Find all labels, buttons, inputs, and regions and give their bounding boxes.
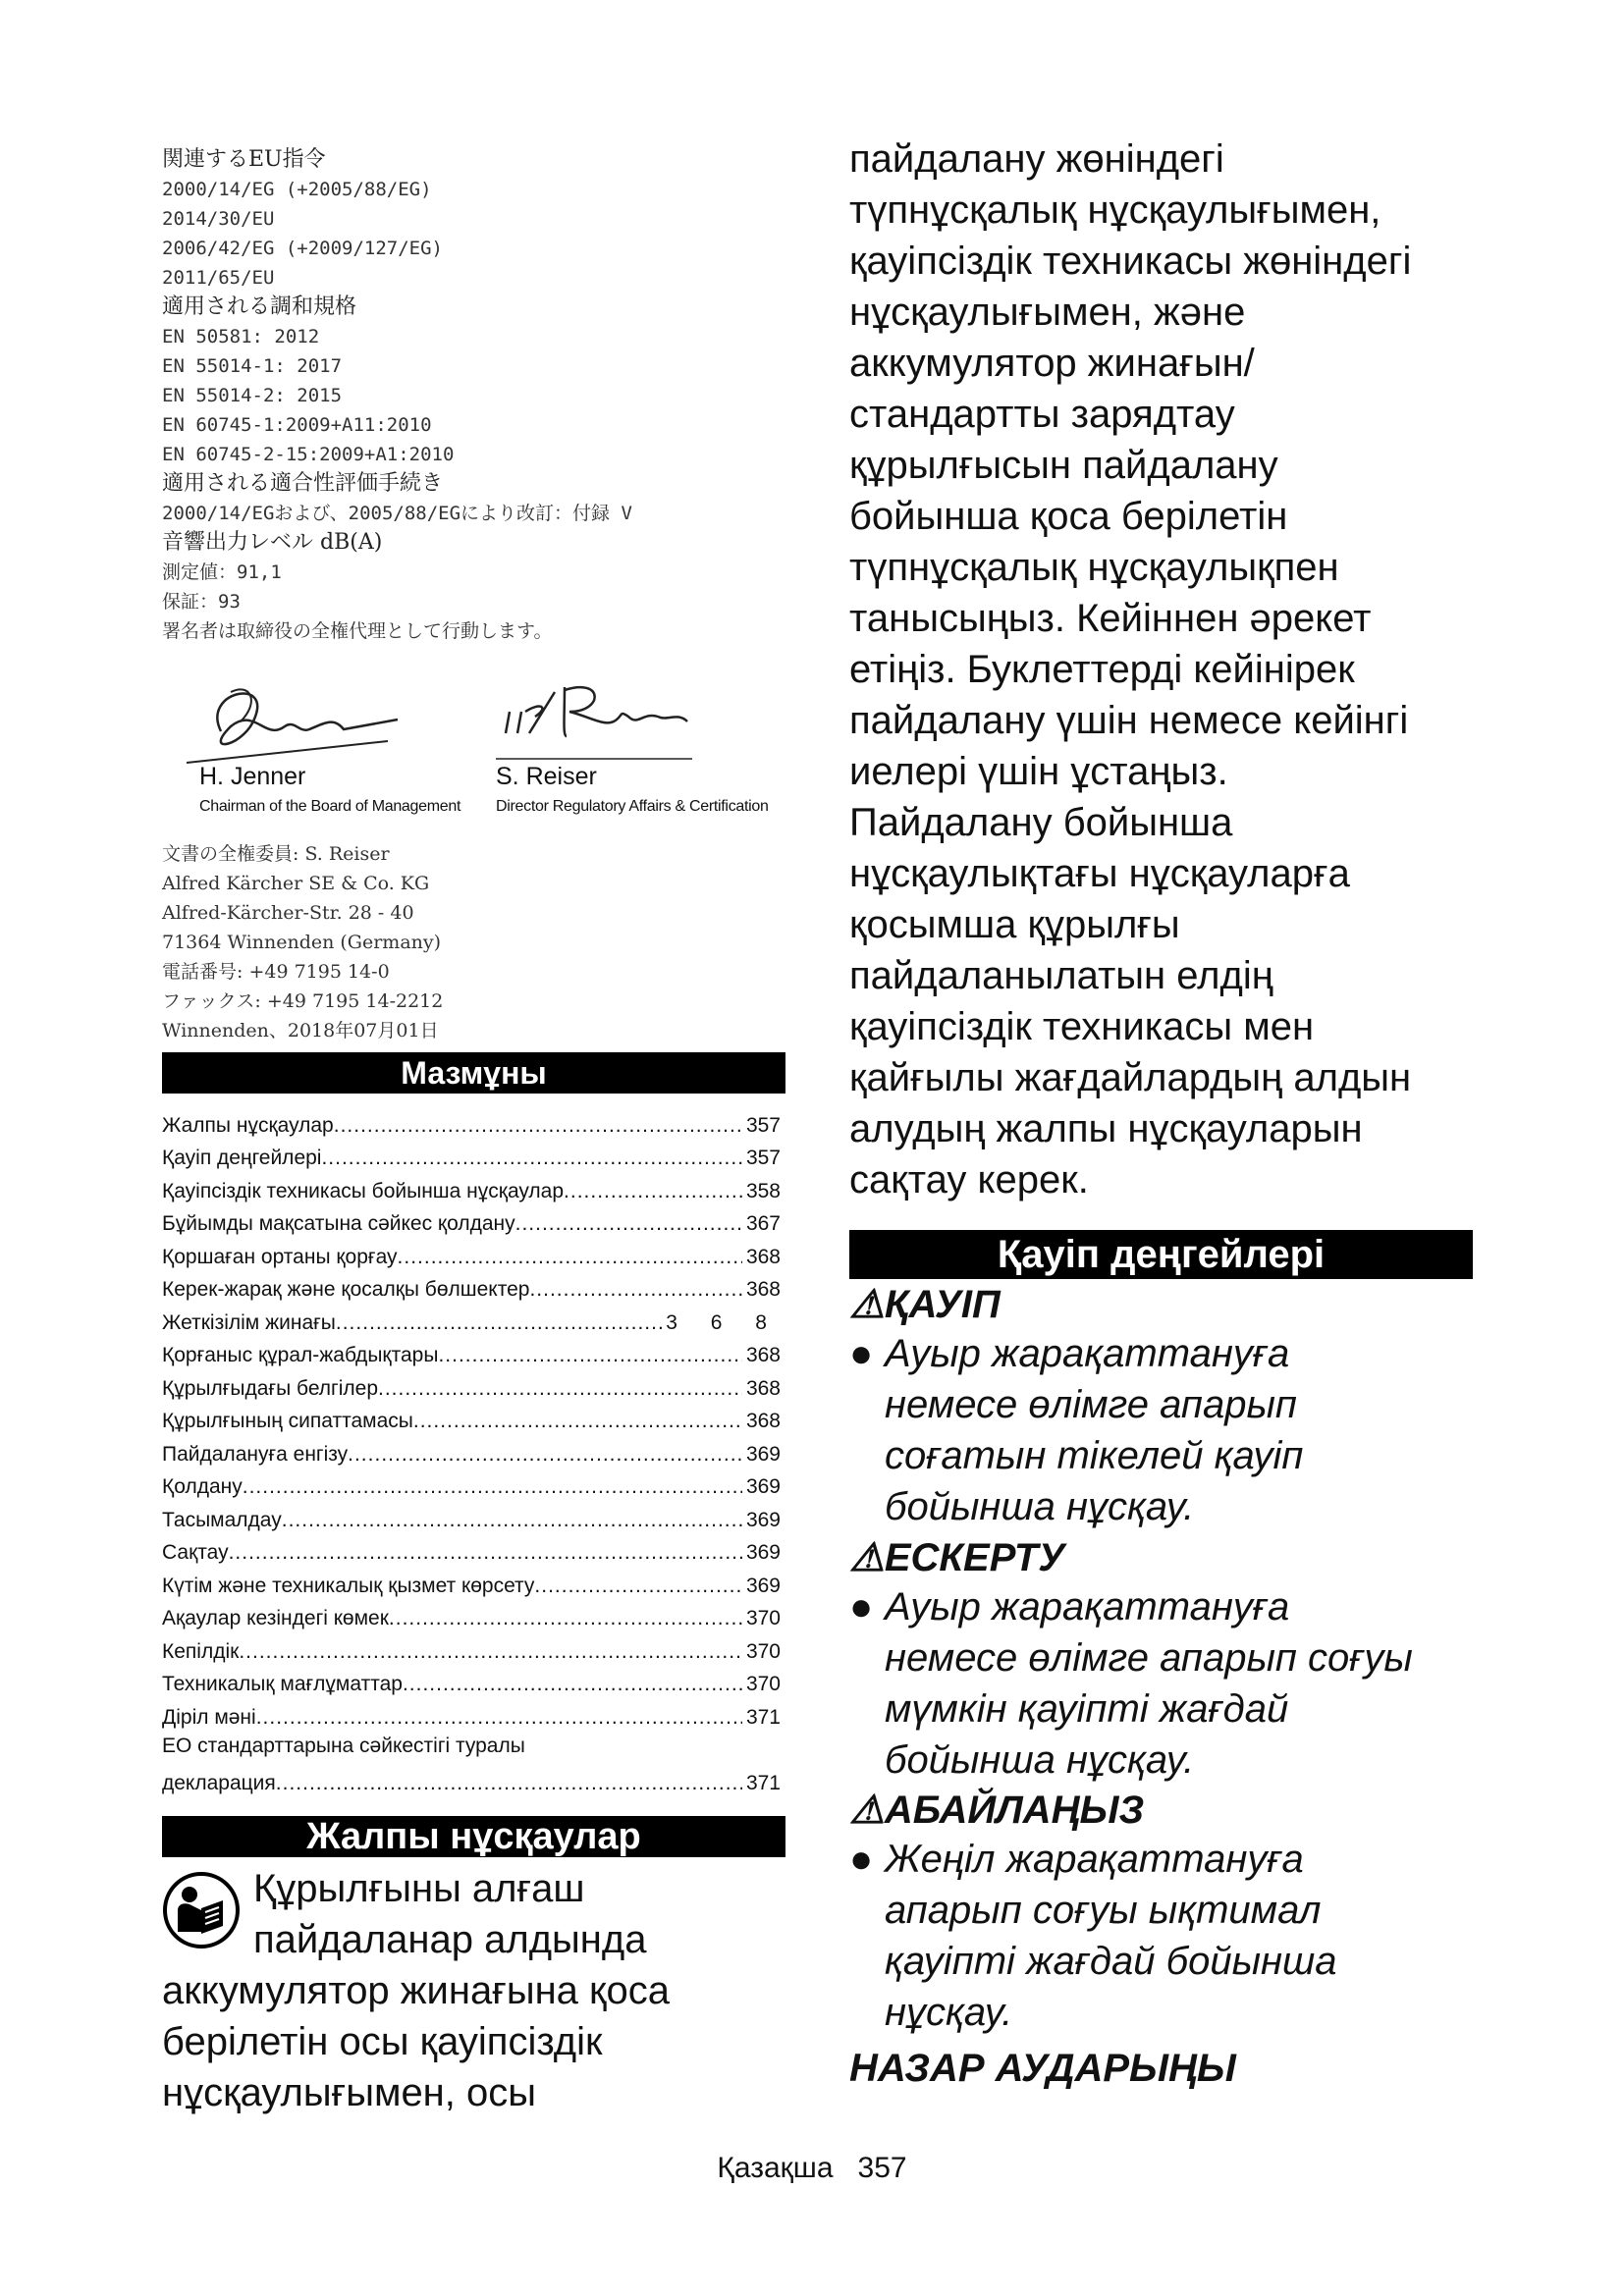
hazard-line: Ауыр жарақаттануға	[885, 1585, 1290, 1629]
toc-entry-page: 358	[745, 1179, 781, 1202]
toc-entry-title: Жеткізілім жинағы	[162, 1310, 336, 1334]
text-line: аккумулятор жинағын/	[849, 342, 1255, 385]
eu-directive: 2006/42/EG (+2009/127/EG)	[162, 238, 443, 259]
toc-entry-title: Қолдану	[162, 1475, 243, 1498]
address-line: Alfred-Kärcher-Str. 28 - 40	[162, 902, 414, 924]
guaranteed-value: 保証：93	[162, 591, 241, 613]
hazard-levels-heading: Қауіп деңгейлері	[849, 1230, 1473, 1279]
toc-entry-title: Қауіп деңгейлері	[162, 1147, 322, 1169]
general-text-line: Құрылғыны алғаш	[253, 1867, 585, 1910]
toc-entry-title: Жалпы нұсқаулар	[162, 1113, 334, 1137]
toc-entry-page: 367	[745, 1212, 781, 1235]
toc-entry-title: Күтім және техникалық қызмет көрсету	[162, 1574, 535, 1597]
sound-heading: 音響出力レベル dB(A)	[162, 530, 383, 555]
eu-directive: 2011/65/EU	[162, 267, 275, 289]
toc-entry[interactable]	[162, 1565, 781, 1598]
toc-entry[interactable]	[162, 1467, 781, 1500]
standard: EN 55014-1: 2017	[162, 355, 343, 377]
toc-entry[interactable]	[162, 1302, 781, 1335]
hazard-notice	[849, 2045, 1497, 2092]
toc-entry-title: Бұйымды мақсатына сәйкес қолдану	[162, 1212, 515, 1235]
toc-entry-page: 371	[745, 1771, 781, 1794]
signature-jenner-mark	[162, 672, 457, 771]
standard: EN 60745-2-15:2009+A1:2010	[162, 444, 455, 465]
general-instructions-heading: Жалпы нұсқаулар	[162, 1816, 785, 1857]
toc-entry-page: 357	[745, 1147, 781, 1169]
toc-entry[interactable]	[162, 1630, 781, 1664]
procedure-text: 2000/14/EGおよび、2005/88/EGにより改訂：付録 V	[162, 503, 632, 524]
eu-directives-heading: 関連するEU指令	[162, 147, 326, 172]
toc-entry-title: Қоршаған ортаны қорғау	[162, 1245, 398, 1268]
hazard-danger	[849, 1281, 1497, 1532]
toc-entry[interactable]	[162, 1335, 781, 1368]
hazard-line: қауіпті жағдай бойынша	[885, 1940, 1337, 1983]
toc-entry[interactable]	[162, 1696, 781, 1730]
hazard-line: немесе өлімге апарып	[885, 1383, 1297, 1426]
toc-entry-page: 368	[745, 1410, 781, 1432]
toc-entry[interactable]	[162, 1664, 781, 1697]
toc-entry-title: Пайдалануға енгізу	[162, 1442, 349, 1466]
toc-entry-page: 369	[745, 1508, 781, 1531]
procedure-heading: 適用される適合性評価手続き	[162, 471, 444, 496]
toc-entry-page: 370	[745, 1673, 781, 1695]
address-line: 71364 Winnenden (Germany)	[162, 932, 442, 953]
hazard-caution	[849, 1787, 1497, 2038]
toc-entry-page: 369	[745, 1574, 781, 1597]
table-of-contents	[162, 1104, 781, 1795]
text-line: қайғылы жағдайлардың алдын	[849, 1056, 1412, 1099]
general-text-line: аккумулятор жинағына қоса	[162, 1969, 671, 2012]
hazard-title: ҚАУІП	[884, 1283, 1001, 1326]
text-line: пайдалану үшін немесе кейінгі	[849, 699, 1409, 742]
standard: EN 60745-1:2009+A11:2010	[162, 414, 432, 436]
text-line: стандартты зарядтау	[849, 393, 1235, 436]
toc-entry-title: Құрылғының сипаттамасы	[162, 1410, 413, 1432]
hazard-line: бойынша нұсқау.	[885, 1738, 1195, 1782]
warning-triangle-icon: ⚠	[849, 1283, 885, 1326]
toc-entry-title: Техникалық мағлұматтар	[162, 1673, 403, 1695]
standard: EN 55014-2: 2015	[162, 385, 343, 406]
text-line: танысыңыз. Кейіннен әрекет	[849, 597, 1372, 640]
toc-entry-page: 370	[745, 1639, 781, 1663]
text-line: пайдаланылатын елдің	[849, 954, 1273, 997]
toc-entry-page: 371	[745, 1705, 781, 1729]
toc-entry[interactable]	[162, 1367, 781, 1401]
toc-entry-title: Кепілдік	[162, 1639, 240, 1663]
text-line: нұсқаулықтағы нұсқауларға	[849, 852, 1350, 895]
page-number: 357	[857, 2152, 907, 2184]
toc-entry[interactable]	[162, 1499, 781, 1532]
address-block	[162, 839, 790, 1045]
text-line: алудың жалпы нұсқауларын	[849, 1107, 1363, 1150]
page-footer	[0, 2152, 1624, 2185]
signature-reiser-mark	[496, 672, 790, 771]
text-line: түпнұсқалық нұсқаулықпен	[849, 546, 1339, 589]
text-line: қауіпсіздік техникасы жөніндегі	[849, 240, 1412, 283]
toc-entry-page: 368	[745, 1278, 781, 1301]
hazard-line: мүмкін қауіпті жағдай	[885, 1687, 1289, 1731]
toc-entry-declaration-line1[interactable]: ЕО стандарттарына сәйкестігі туралы	[162, 1734, 525, 1757]
hazard-line: апарып соғуы ықтимал	[885, 1889, 1322, 1932]
signature-reiser	[496, 672, 790, 829]
signer-role: Director Regulatory Affairs & Certification	[496, 798, 769, 815]
toc-entry-page: 369	[745, 1442, 781, 1466]
toc-entry-title: Тасымалдау	[162, 1508, 282, 1531]
bullet-icon: ●	[849, 1838, 874, 1881]
toc-entry-title: Қорғаныс құрал-жабдықтары	[162, 1344, 439, 1366]
toc-entry[interactable]	[162, 1104, 781, 1138]
toc-entry[interactable]	[162, 1433, 781, 1467]
bullet-icon: ●	[849, 1585, 874, 1629]
address-line: Alfred Kärcher SE & Co. KG	[162, 873, 430, 894]
hazard-line: немесе өлімге апарып соғуы	[885, 1636, 1413, 1680]
declaration-japanese	[162, 145, 790, 646]
toc-entry-title: Сақтау	[162, 1541, 229, 1564]
toc-entry-page: 369	[745, 1541, 781, 1564]
toc-entry-page: 368	[745, 1344, 781, 1366]
text-line: бойынша қоса берілетін	[849, 495, 1288, 538]
eu-directive: 2000/14/EG (+2005/88/EG)	[162, 179, 432, 200]
toc-entry[interactable]	[162, 1401, 781, 1434]
toc-entry[interactable]	[162, 1170, 781, 1203]
measured-value: 測定値：91,1	[162, 561, 282, 583]
hazard-warning	[849, 1534, 1497, 1786]
toc-entry-page: 368	[745, 1376, 781, 1400]
text-line: етіңіз. Буклеттерді кейінірек	[849, 648, 1355, 691]
bullet-icon: ●	[849, 1332, 874, 1375]
text-line: қосымша құрылғы	[849, 903, 1180, 946]
signer-name: H. Jenner	[199, 763, 306, 790]
hazard-line: нұсқау.	[885, 1991, 1013, 2034]
text-line: сақтау керек.	[849, 1158, 1089, 1201]
address-line: 電話番号: +49 7195 14-0	[162, 961, 390, 983]
toc-entry-page: 3 6 8	[666, 1310, 781, 1334]
toc-entry[interactable]	[162, 1269, 781, 1303]
signatures	[162, 672, 790, 829]
toc-entry[interactable]	[162, 1532, 781, 1566]
toc-entry[interactable]	[162, 1138, 781, 1171]
standard: EN 50581: 2012	[162, 326, 320, 347]
hazard-line: Ауыр жарақаттануға	[885, 1332, 1290, 1375]
read-manual-icon	[162, 1871, 241, 1949]
hazard-line: Жеңіл жарақаттануға	[885, 1838, 1304, 1881]
toc-entry-page: 368	[745, 1245, 781, 1268]
text-line: қауіпсіздік техникасы мен	[849, 1005, 1315, 1048]
toc-entry-title: Құрылғыдағы белгілер	[162, 1376, 378, 1400]
text-line: Пайдалану бойынша	[849, 801, 1233, 844]
general-instructions-text	[162, 1863, 790, 2118]
notice-title: НАЗАР АУДАРЫҢЫ	[849, 2047, 1236, 2090]
general-instructions-continued	[849, 133, 1497, 1205]
address-line: Winnenden、2018年07月01日	[162, 1020, 439, 1041]
signer-role: Chairman of the Board of Management	[199, 798, 461, 815]
toc-entry[interactable]	[162, 1236, 781, 1269]
footer-language: Қазақша	[717, 2152, 834, 2184]
text-line: түпнұсқалық нұсқаулығымен,	[849, 188, 1381, 232]
signature-jenner	[162, 672, 461, 829]
warning-triangle-icon: ⚠	[849, 1536, 885, 1579]
toc-entry[interactable]	[162, 1762, 781, 1795]
toc-entry-page: 357	[745, 1113, 781, 1137]
general-text-line: пайдаланар алдында	[253, 1918, 647, 1961]
toc-entry-title: Қауіпсіздік техникасы бойынша нұсқаулар	[162, 1179, 565, 1202]
toc-entry-title: Керек-жарақ және қосалқы бөлшектер	[162, 1278, 530, 1301]
hazard-line: соғатын тікелей қауіп	[885, 1434, 1304, 1477]
address-line: ファックス: +49 7195 14-2212	[162, 990, 444, 1012]
hazard-title: АБАЙЛАҢЫЗ	[884, 1789, 1145, 1832]
text-line: құрылғысын пайдалану	[849, 444, 1278, 487]
eu-directive: 2014/30/EU	[162, 208, 275, 230]
signatories-note: 署名者は取締役の全権代理として行動します。	[162, 620, 553, 642]
toc-entry-title: декларация	[162, 1771, 276, 1794]
standards-heading: 適用される調和規格	[162, 294, 357, 319]
address-line: 文書の全権委員: S. Reiser	[162, 843, 390, 865]
general-text-line: берілетін осы қауіпсіздік	[162, 2020, 603, 2063]
toc-title: Мазмұны	[162, 1052, 785, 1094]
signer-name: S. Reiser	[496, 763, 597, 790]
hazard-title: ЕСКЕРТУ	[884, 1536, 1065, 1579]
toc-entry[interactable]	[162, 1203, 781, 1237]
text-line: иелері үшін ұстаңыз.	[849, 750, 1228, 793]
toc-entry-title: Діріл мәні	[162, 1705, 256, 1729]
toc-entry[interactable]	[162, 1598, 781, 1631]
warning-triangle-icon: ⚠	[849, 1789, 885, 1832]
text-line: нұсқаулығымен, және	[849, 291, 1246, 334]
text-line: пайдалану жөніндегі	[849, 137, 1224, 181]
toc-entry-page: 369	[745, 1475, 781, 1498]
hazard-line: бойынша нұсқау.	[885, 1485, 1195, 1528]
toc-entry-page: 370	[745, 1607, 781, 1629]
toc-entry-title: Ақаулар кезіндегі көмек	[162, 1607, 389, 1629]
general-text-line: нұсқаулығымен, осы	[162, 2071, 536, 2114]
